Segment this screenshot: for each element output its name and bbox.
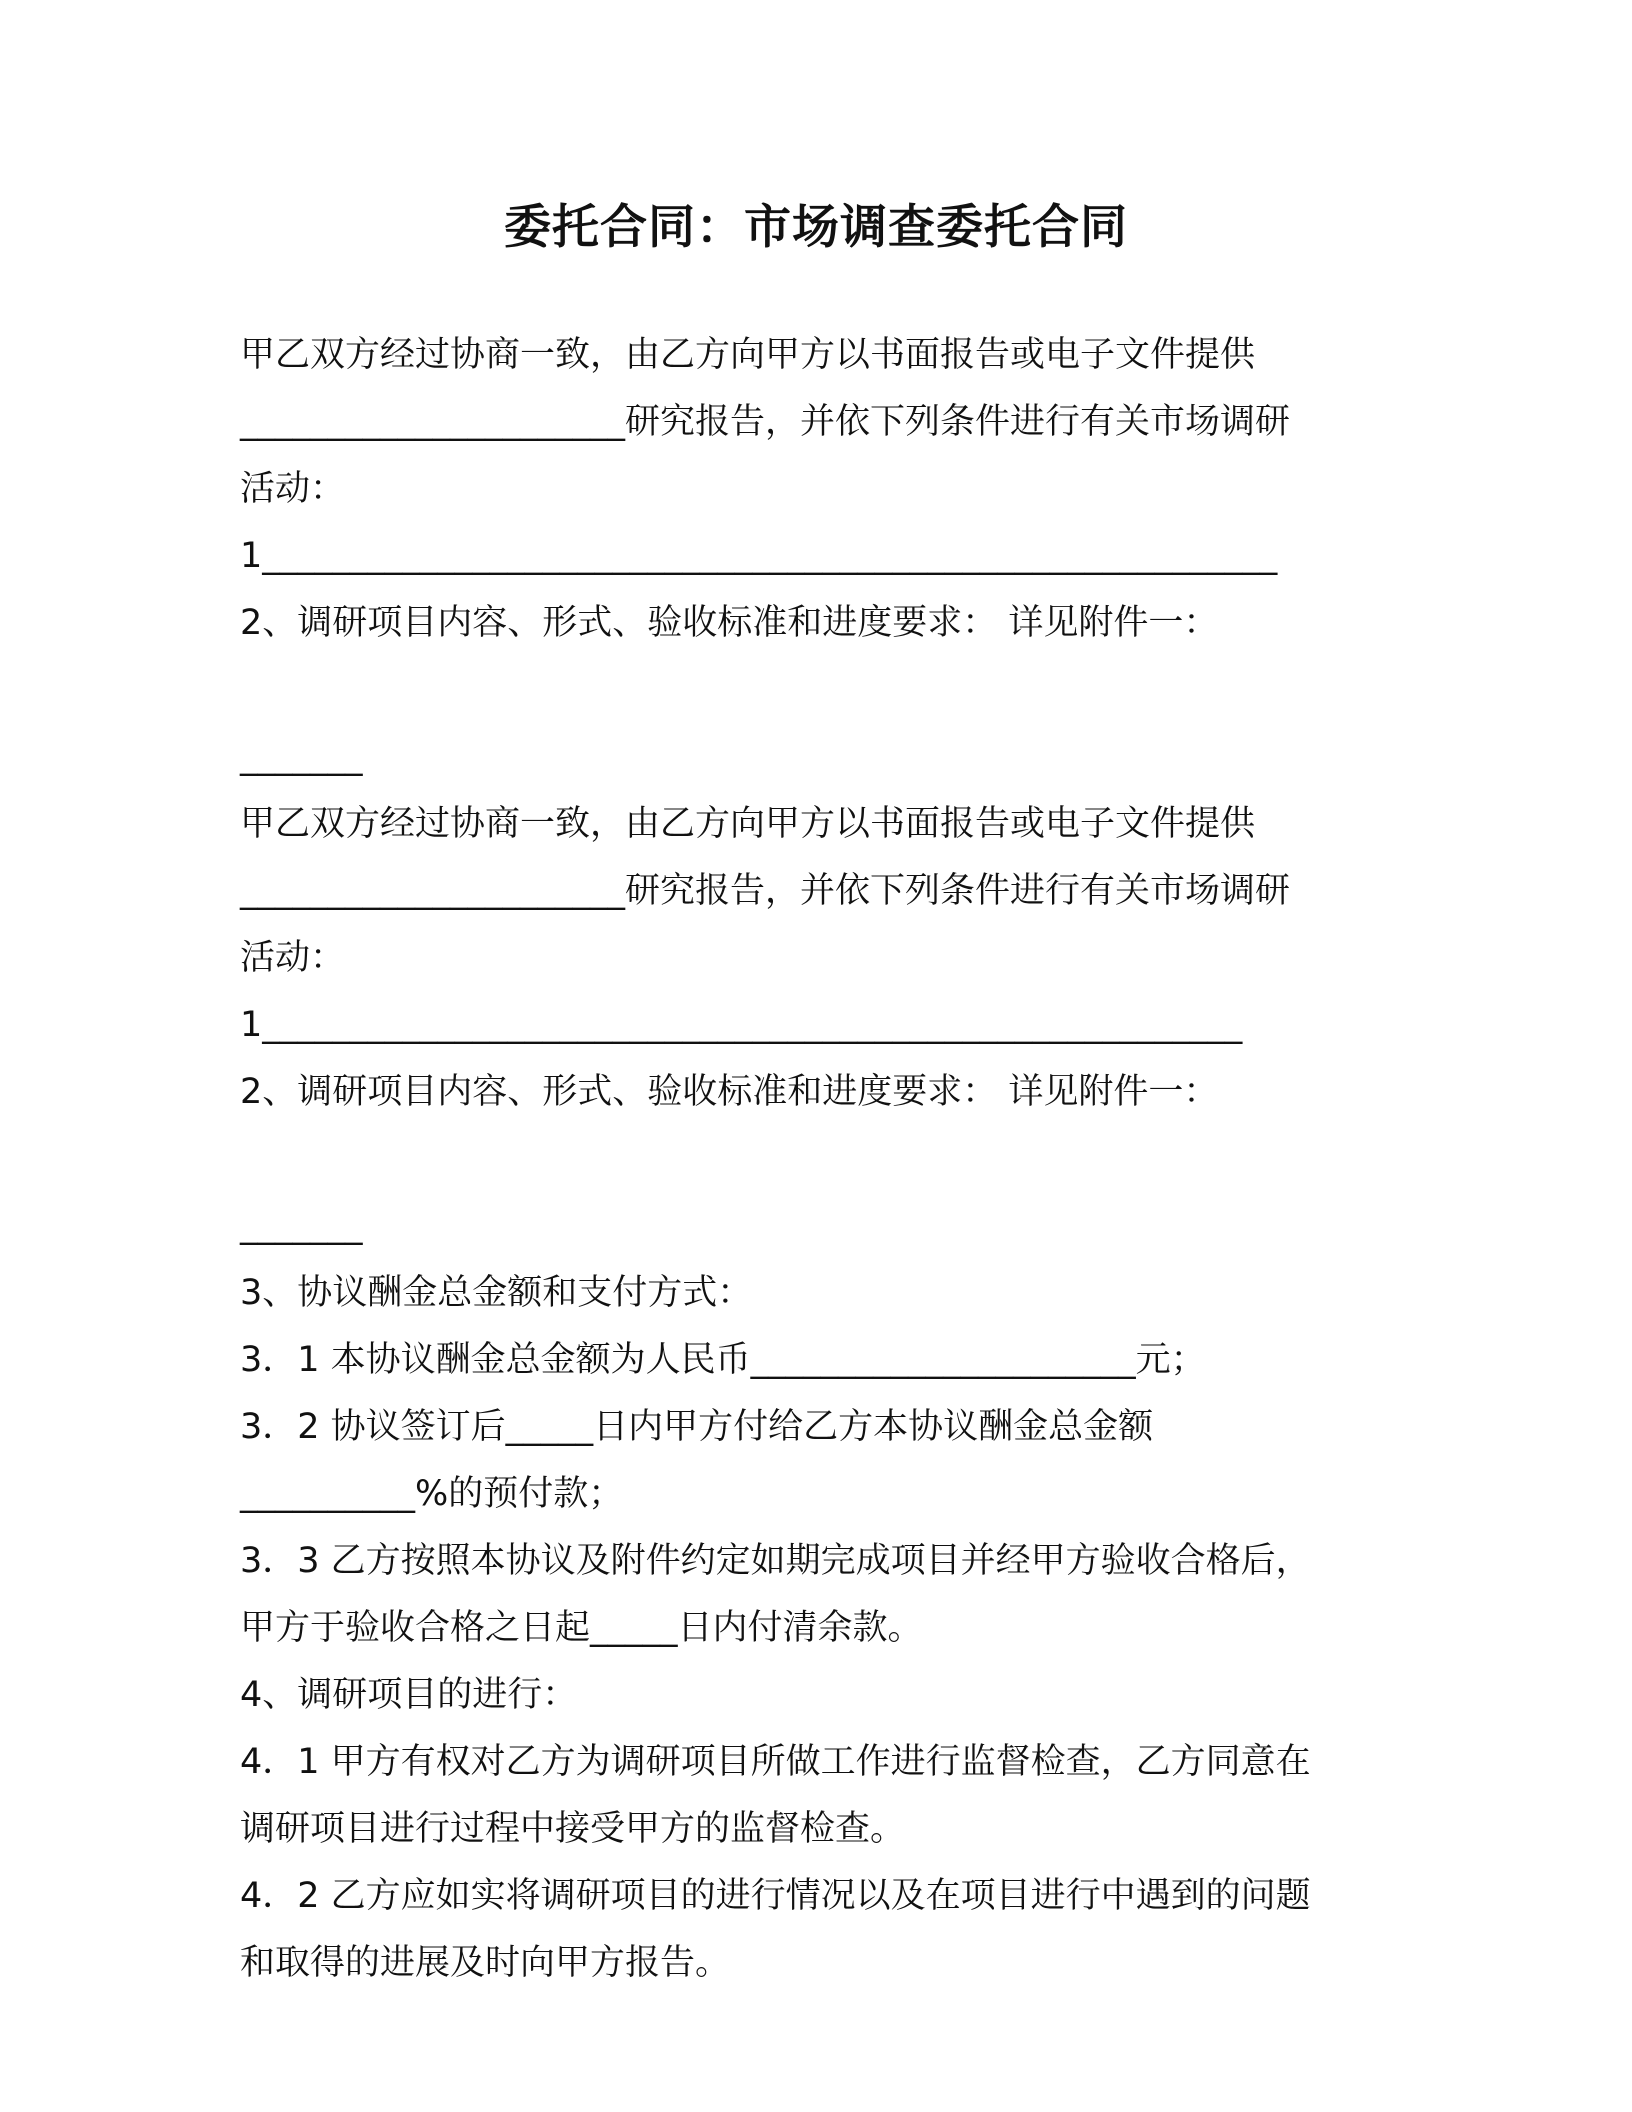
clause-line: 3．2 协议签订后_____日内甲方付给乙方本协议酬金总金额 [240,1407,1154,1447]
paragraph-line: ______________________研究报告，并依下列条件进行有关市场调研 [240,871,1291,911]
paragraph-line: 2、调研项目内容、形式、验收标准和进度要求： 详见附件一： [240,603,1219,643]
clause-line: 3．3 乙方按照本协议及附件约定如期完成项目并经甲方验收合格后， [240,1541,1311,1581]
fill-in-blank-line: _______ [240,737,363,777]
clause-line: 4．1 甲方有权对乙方为调研项目所做工作进行监督检查，乙方同意在 [240,1742,1311,1782]
clause-line: 和取得的进展及时向甲方报告。 [240,1943,731,1983]
section-heading: 3、协议酬金总金额和支付方式： [240,1273,753,1313]
clause-line: 3．1 本协议酬金总金额为人民币______________________元； [240,1340,1206,1380]
paragraph-line: 活动： [240,469,346,509]
paragraph-line: 1________________________________________________________ [240,1005,1243,1045]
blank-line [240,1126,1400,1193]
fill-in-blank-line: _______ [240,1206,363,1246]
paragraph-line: 甲乙双方经过协商一致，由乙方向甲方以书面报告或电子文件提供 [240,335,1256,375]
paragraph-line: 2、调研项目内容、形式、验收标准和进度要求： 详见附件一： [240,1072,1219,1112]
paragraph-line: 甲乙双方经过协商一致，由乙方向甲方以书面报告或电子文件提供 [240,804,1256,844]
document-body [240,322,1400,1997]
clause-line: 调研项目进行过程中接受甲方的监督检查。 [240,1809,906,1849]
section-heading: 4、调研项目的进行： [240,1675,578,1715]
clause-line: 4．2 乙方应如实将调研项目的进行情况以及在项目进行中遇到的问题 [240,1876,1311,1916]
paragraph-line: 1__________________________________________________________ [240,536,1278,576]
clause-line: 甲方于验收合格之日起_____日内付清余款。 [240,1608,923,1648]
paragraph-line: 活动： [240,938,346,978]
clause-line: __________%的预付款； [240,1474,624,1514]
paragraph-line: ______________________研究报告，并依下列条件进行有关市场调研 [240,402,1291,442]
document-title: 委托合同：市场调查委托合同 [504,200,1128,255]
blank-line [240,657,1400,724]
